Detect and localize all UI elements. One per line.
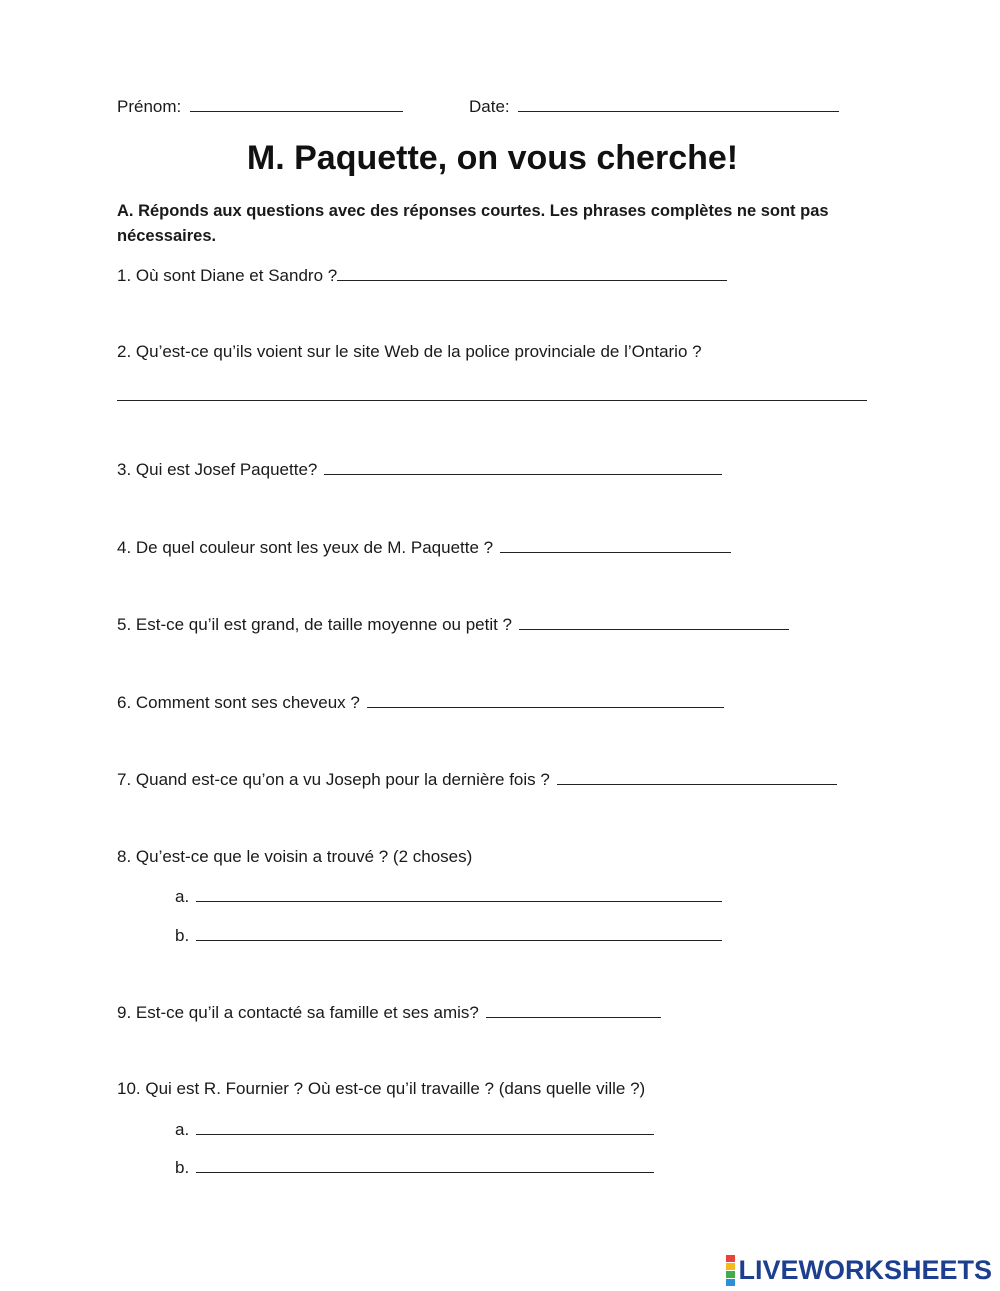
logo-text: LIVEWORKSHEETS: [738, 1255, 992, 1285]
question-6: [117, 691, 724, 714]
answer-10a-field[interactable]: [196, 1118, 654, 1135]
date-row: [469, 95, 839, 118]
answer-8a-label: a.: [175, 887, 190, 906]
answer-7-field[interactable]: [557, 768, 837, 785]
prenom-label: Prénom:: [117, 97, 182, 116]
question-4: [117, 536, 731, 559]
question-5-text: 5. Est-ce qu’il est grand, de taille moyenne ou petit ?: [117, 615, 513, 634]
question-4-text: 4. De quel couleur sont les yeux de M. Paquette ?: [117, 538, 494, 557]
date-field[interactable]: [518, 95, 839, 112]
question-3-text: 3. Qui est Josef Paquette?: [117, 460, 318, 479]
question-8: [117, 846, 472, 868]
answer-10b-field[interactable]: [196, 1156, 654, 1173]
logo-block: [726, 1255, 735, 1262]
date-label: Date:: [469, 97, 510, 116]
answer-10a-row: [175, 1118, 654, 1141]
prenom-row: [117, 95, 403, 118]
answer-8b-row: [175, 924, 722, 947]
answer-9-field[interactable]: [486, 1001, 661, 1018]
question-9-text: 9. Est-ce qu’il a contacté sa famille et ses amis?: [117, 1003, 479, 1022]
logo-block: [726, 1263, 735, 1270]
logo-blocks-icon: [726, 1255, 735, 1286]
answer-3-field[interactable]: [324, 458, 722, 475]
logo-block: [726, 1271, 735, 1278]
question-10-text: 10. Qui est R. Fournier ? Où est-ce qu’il travaille ? (dans quelle ville ?): [117, 1079, 646, 1098]
question-2: [117, 341, 702, 363]
answer-10b-row: [175, 1156, 654, 1179]
question-3: [117, 458, 722, 481]
liveworksheets-logo: [726, 1255, 992, 1286]
answer-8a-field[interactable]: [196, 885, 722, 902]
question-7-text: 7. Quand est-ce qu’on a vu Joseph pour la dernière fois ?: [117, 770, 550, 789]
question-1-text: 1. Où sont Diane et Sandro ?: [117, 266, 338, 285]
question-2-text: 2. Qu’est-ce qu’ils voient sur le site Web de la police provinciale de l’Ontario ?: [117, 342, 702, 361]
answer-4-field[interactable]: [500, 536, 731, 553]
answer-8b-label: b.: [175, 926, 190, 945]
question-9: [117, 1001, 661, 1024]
answer-10b-label: b.: [175, 1158, 190, 1177]
question-10: [117, 1078, 645, 1100]
logo-block: [726, 1279, 735, 1286]
answer-2-field[interactable]: [117, 384, 867, 401]
question-5: [117, 613, 789, 636]
answer-8a-row: [175, 885, 722, 908]
answer-6-field[interactable]: [367, 691, 724, 708]
answer-10a-label: a.: [175, 1120, 190, 1139]
answer-8b-field[interactable]: [196, 924, 722, 941]
instructions: A. Réponds aux questions avec des réponses courtes. Les phrases complètes ne sont pas nécessaires.: [117, 202, 829, 245]
question-1: [117, 264, 727, 287]
page-title: M. Paquette, on vous cherche!: [246, 139, 739, 177]
question-6-text: 6. Comment sont ses cheveux ?: [117, 693, 360, 712]
answer-1-field[interactable]: [337, 264, 727, 281]
answer-5-field[interactable]: [519, 613, 789, 630]
prenom-field[interactable]: [190, 95, 403, 112]
question-8-text: 8. Qu’est-ce que le voisin a trouvé ? (2 choses): [117, 847, 473, 866]
question-7: [117, 768, 837, 791]
